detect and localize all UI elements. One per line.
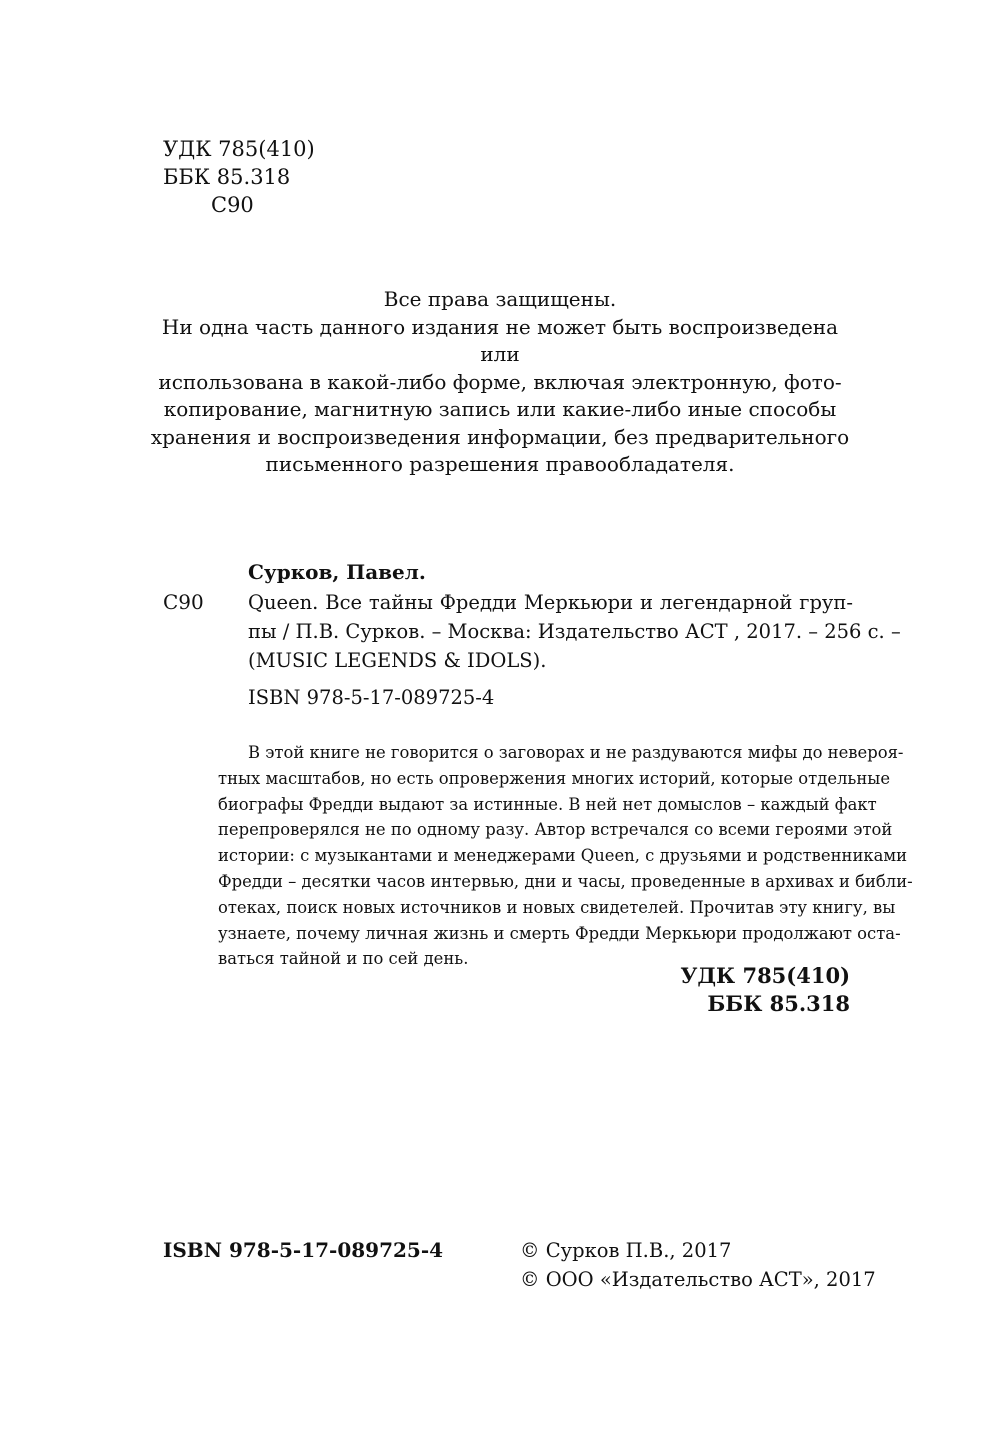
annotation-line: отеках, поиск новых источников и новых свидетелей. Прочитав эту книгу, вы — [218, 897, 896, 917]
biblio-line: пы / П.В. Сурков. – Москва: Издательство АСТ , 2017. – 256 с. – — [248, 620, 901, 643]
annotation-line: перепроверялся не по одному разу. Автор встречался со всеми героями этой — [218, 820, 893, 840]
copyright-line: © ООО «Издательство АСТ», 2017 — [520, 1268, 876, 1291]
rights-line: письменного разрешения правообладателя. — [265, 452, 735, 476]
annotation-line: истории: с музыкантами и менеджерами Queen, с друзьями и родственниками — [218, 846, 908, 866]
copyright-notices — [520, 1236, 876, 1294]
classification-codes-bottom — [680, 962, 850, 1018]
annotation-line: биографы Фредди выдают за истинные. В ней нет домыслов – каждый факт — [218, 794, 877, 814]
classification-codes-top — [163, 135, 315, 219]
annotation-line: Фредди – десятки часов интервью, дни и часы, проведенные в архивах и библи- — [218, 871, 913, 891]
annotation-line: узнаете, почему личная жизнь и смерть Фредди Меркьюри продолжают оста- — [218, 923, 901, 943]
biblio-line: (MUSIC LEGENDS & IDOLS). — [248, 649, 547, 672]
annotation-line: ваться тайной и по сей день. — [218, 949, 469, 969]
annotation — [218, 740, 913, 972]
rights-line: Ни одна часть данного издания не может быть воспроизведена или — [161, 314, 839, 366]
annotation-line: В этой книге не говорится о заговорах и не раздуваются мифы до невероя- — [248, 743, 904, 762]
bbk-code: ББК 85.318 — [163, 165, 291, 189]
author-heading: Сурков, Павел. — [248, 560, 426, 584]
isbn-record: ISBN 978-5-17-089725-4 — [248, 686, 495, 709]
isbn-footer: ISBN 978-5-17-089725-4 — [163, 1238, 444, 1262]
rights-line: хранения и воспроизведения информации, без предварительного — [150, 424, 850, 449]
author-sign-code: С90 — [211, 193, 254, 217]
rights-line: копирование, магнитную запись или какие-либо иные способы — [163, 397, 837, 421]
rights-notice — [150, 286, 850, 479]
rights-line: Все права защищены. — [383, 287, 617, 311]
annotation-line: тных масштабов, но есть опровержения многих историй, которые отдельные — [218, 768, 891, 788]
udk-code: УДК 785(410) — [163, 137, 315, 161]
copyright-line: © Сурков П.В., 2017 — [520, 1239, 732, 1262]
biblio-line: Queen. Все тайны Фредди Меркьюри и легендарной груп- — [248, 591, 853, 614]
bibliographic-record — [248, 588, 901, 675]
rights-line: использована в какой-либо форме, включая электронную, фото- — [158, 369, 842, 394]
udk-code: УДК 785(410) — [680, 963, 850, 988]
bbk-code: ББК 85.318 — [707, 991, 850, 1016]
author-sign-code-left: С90 — [163, 590, 204, 614]
